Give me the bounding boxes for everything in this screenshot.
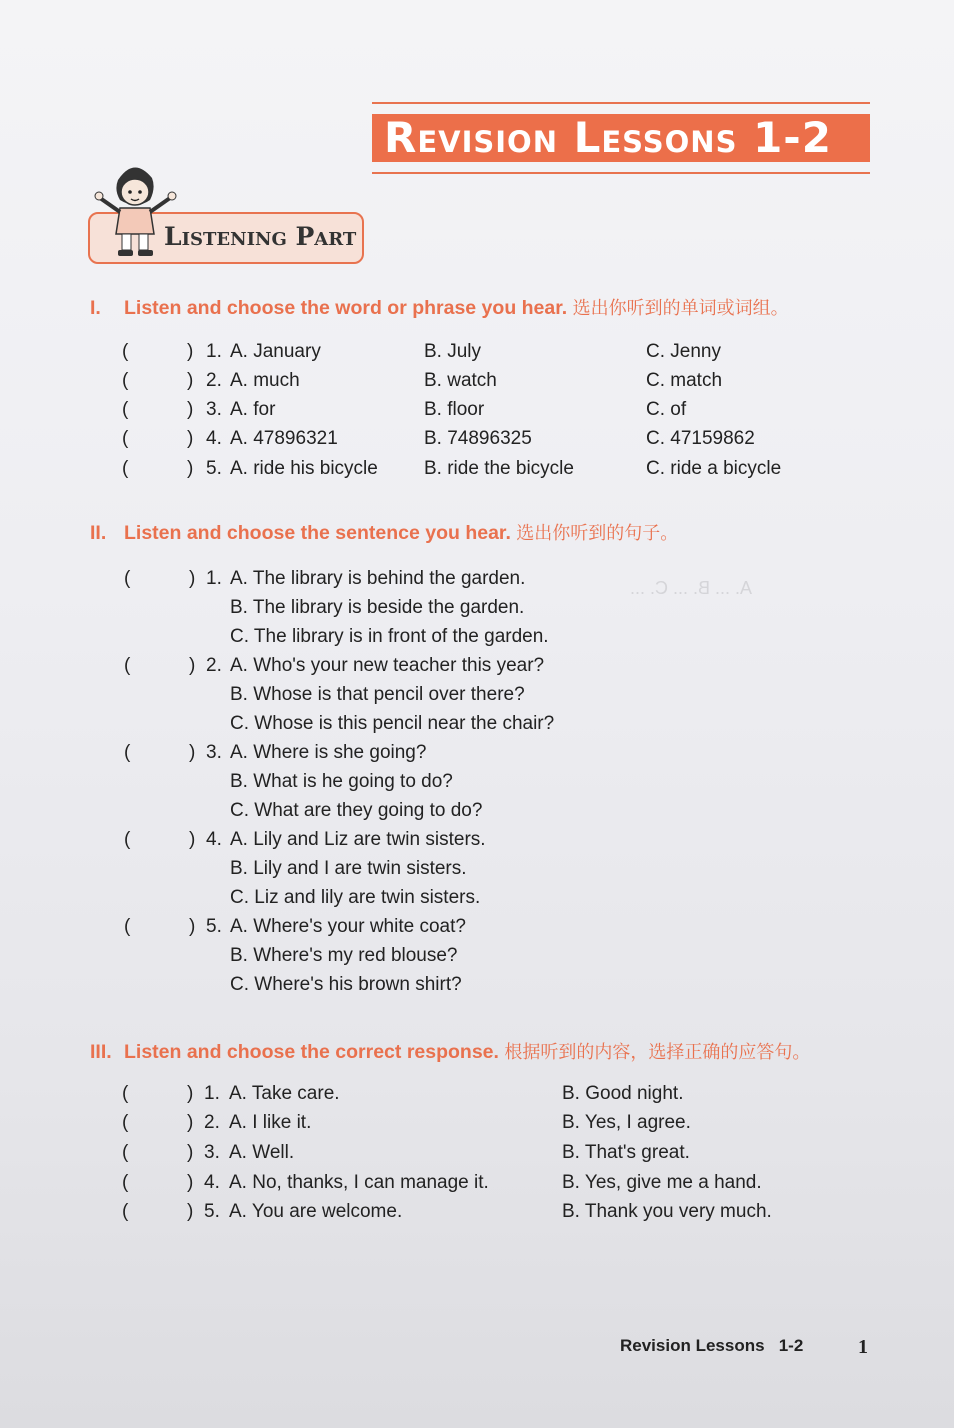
answer-blank-open[interactable]: ( xyxy=(122,428,129,449)
section-1-title-cn: 选出你听到的单词或词组。 xyxy=(572,298,789,319)
section-1-title: Listen and choose the word or phrase you hear. xyxy=(124,297,568,319)
item-number: 5. xyxy=(206,916,222,937)
section-2-title: Listen and choose the sentence you hear. xyxy=(124,522,511,544)
item-number: 4. xyxy=(206,829,222,850)
answer-blank-close: ) xyxy=(187,1112,194,1133)
option-c: C. Liz and lily are twin sisters. xyxy=(230,887,481,908)
section-1-heading xyxy=(90,294,789,320)
option-a: A. Well. xyxy=(229,1142,295,1163)
option-a: A. for xyxy=(230,399,276,420)
section-3-title: Listen and choose the correct response. xyxy=(124,1041,499,1063)
option-c: C. Whose is this pencil near the chair? xyxy=(230,713,555,734)
option-b: B. Where's my red blouse? xyxy=(230,945,458,966)
option-b: B. Good night. xyxy=(562,1083,684,1104)
option-b: B. The library is beside the garden. xyxy=(230,597,525,618)
answer-blank-open[interactable]: ( xyxy=(124,655,131,676)
answer-blank-open[interactable]: ( xyxy=(122,1201,129,1222)
option-c: C. The library is in front of the garden. xyxy=(230,626,549,647)
option-b: B. That's great. xyxy=(562,1142,690,1163)
option-b: B. ride the bicycle xyxy=(424,458,574,479)
section-2-title-cn: 选出你听到的句子。 xyxy=(516,523,679,544)
option-b: B. Thank you very much. xyxy=(562,1201,772,1222)
option-a: A. You are welcome. xyxy=(229,1201,403,1222)
answer-blank-open[interactable]: ( xyxy=(124,742,131,763)
option-c: C. What are they going to do? xyxy=(230,800,483,821)
option-b: B. What is he going to do? xyxy=(230,771,453,792)
item-number: 4. xyxy=(204,1172,220,1193)
option-a: A. January xyxy=(230,341,321,362)
answer-blank-close: ) xyxy=(189,916,196,937)
item-number: 1. xyxy=(204,1083,220,1104)
item-number: 1. xyxy=(206,341,222,362)
title-band xyxy=(372,102,870,174)
section-3-number: III. xyxy=(90,1041,112,1063)
option-a: A. The library is behind the garden. xyxy=(230,568,526,589)
item-number: 1. xyxy=(206,568,222,589)
answer-blank-close: ) xyxy=(187,370,194,391)
answer-blank-open[interactable]: ( xyxy=(122,341,129,362)
item-number: 4. xyxy=(206,428,222,449)
page-number: 1 xyxy=(858,1336,868,1358)
item-number: 3. xyxy=(206,742,222,763)
section-3-heading xyxy=(90,1038,810,1064)
answer-blank-open[interactable]: ( xyxy=(124,829,131,850)
answer-blank-close: ) xyxy=(187,458,194,479)
answer-blank-close: ) xyxy=(187,1142,194,1163)
option-b: B. floor xyxy=(424,399,485,420)
section-1-number: I. xyxy=(90,297,101,319)
title-top-rule xyxy=(372,102,870,104)
section-3-title-cn: 根据听到的内容，选择正确的应答句。 xyxy=(504,1042,811,1063)
item-number: 2. xyxy=(204,1112,220,1133)
option-c: C. ride a bicycle xyxy=(646,458,782,479)
section-2-number: II. xyxy=(90,522,107,544)
option-a: A. ride his bicycle xyxy=(230,458,378,479)
option-c: C. 47159862 xyxy=(646,428,755,449)
answer-blank-close: ) xyxy=(189,655,196,676)
item-number: 5. xyxy=(206,458,222,479)
bleed-through-text: A. ... B. ... C. ... xyxy=(630,578,753,598)
option-c: C. Where's his brown shirt? xyxy=(230,974,462,995)
page-title: Revision Lessons 1-2 xyxy=(372,114,870,162)
answer-blank-open[interactable]: ( xyxy=(122,1172,129,1193)
item-number: 2. xyxy=(206,655,222,676)
option-a: A. much xyxy=(230,370,300,391)
answer-blank-open[interactable]: ( xyxy=(122,1142,129,1163)
option-a: A. Where is she going? xyxy=(230,742,427,763)
option-b: B. Yes, I agree. xyxy=(562,1112,691,1133)
answer-blank-open[interactable]: ( xyxy=(124,916,131,937)
option-a: A. No, thanks, I can manage it. xyxy=(229,1172,489,1193)
answer-blank-close: ) xyxy=(187,399,194,420)
option-a: A. Where's your white coat? xyxy=(230,916,466,937)
answer-blank-close: ) xyxy=(189,742,196,763)
answer-blank-open[interactable]: ( xyxy=(122,458,129,479)
item-number: 2. xyxy=(206,370,222,391)
answer-blank-open[interactable]: ( xyxy=(122,399,129,420)
answer-blank-close: ) xyxy=(187,1172,194,1193)
item-number: 5. xyxy=(204,1201,220,1222)
answer-blank-close: ) xyxy=(187,1201,194,1222)
option-a: A. Take care. xyxy=(229,1083,340,1104)
section-2-heading xyxy=(90,519,678,545)
listening-part-label: Listening Part xyxy=(164,222,357,251)
option-a: A. Who's your new teacher this year? xyxy=(230,655,545,676)
option-c: C. Jenny xyxy=(646,341,721,362)
option-c: C. of xyxy=(646,399,687,420)
answer-blank-close: ) xyxy=(189,829,196,850)
option-b: B. watch xyxy=(424,370,497,391)
footer-label: Revision Lessons 1-2 xyxy=(620,1336,804,1355)
option-b: B. 74896325 xyxy=(424,428,532,449)
item-number: 3. xyxy=(206,399,222,420)
option-b: B. Lily and I are twin sisters. xyxy=(230,858,467,879)
cartoon-boy-icon xyxy=(94,158,178,258)
title-bottom-rule xyxy=(372,172,870,174)
answer-blank-close: ) xyxy=(187,341,194,362)
answer-blank-close: ) xyxy=(187,1083,194,1104)
answer-blank-open[interactable]: ( xyxy=(122,370,129,391)
answer-blank-open[interactable]: ( xyxy=(122,1083,129,1104)
option-a: A. Lily and Liz are twin sisters. xyxy=(230,829,486,850)
item-number: 3. xyxy=(204,1142,220,1163)
option-a: A. I like it. xyxy=(229,1112,312,1133)
answer-blank-close: ) xyxy=(189,568,196,589)
option-b: B. Whose is that pencil over there? xyxy=(230,684,525,705)
option-a: A. 47896321 xyxy=(230,428,338,449)
answer-blank-close: ) xyxy=(187,428,194,449)
answer-blank-open[interactable]: ( xyxy=(122,1112,129,1133)
option-c: C. match xyxy=(646,370,723,391)
answer-blank-open[interactable]: ( xyxy=(124,568,131,589)
option-b: B. July xyxy=(424,341,482,362)
option-b: B. Yes, give me a hand. xyxy=(562,1172,762,1193)
